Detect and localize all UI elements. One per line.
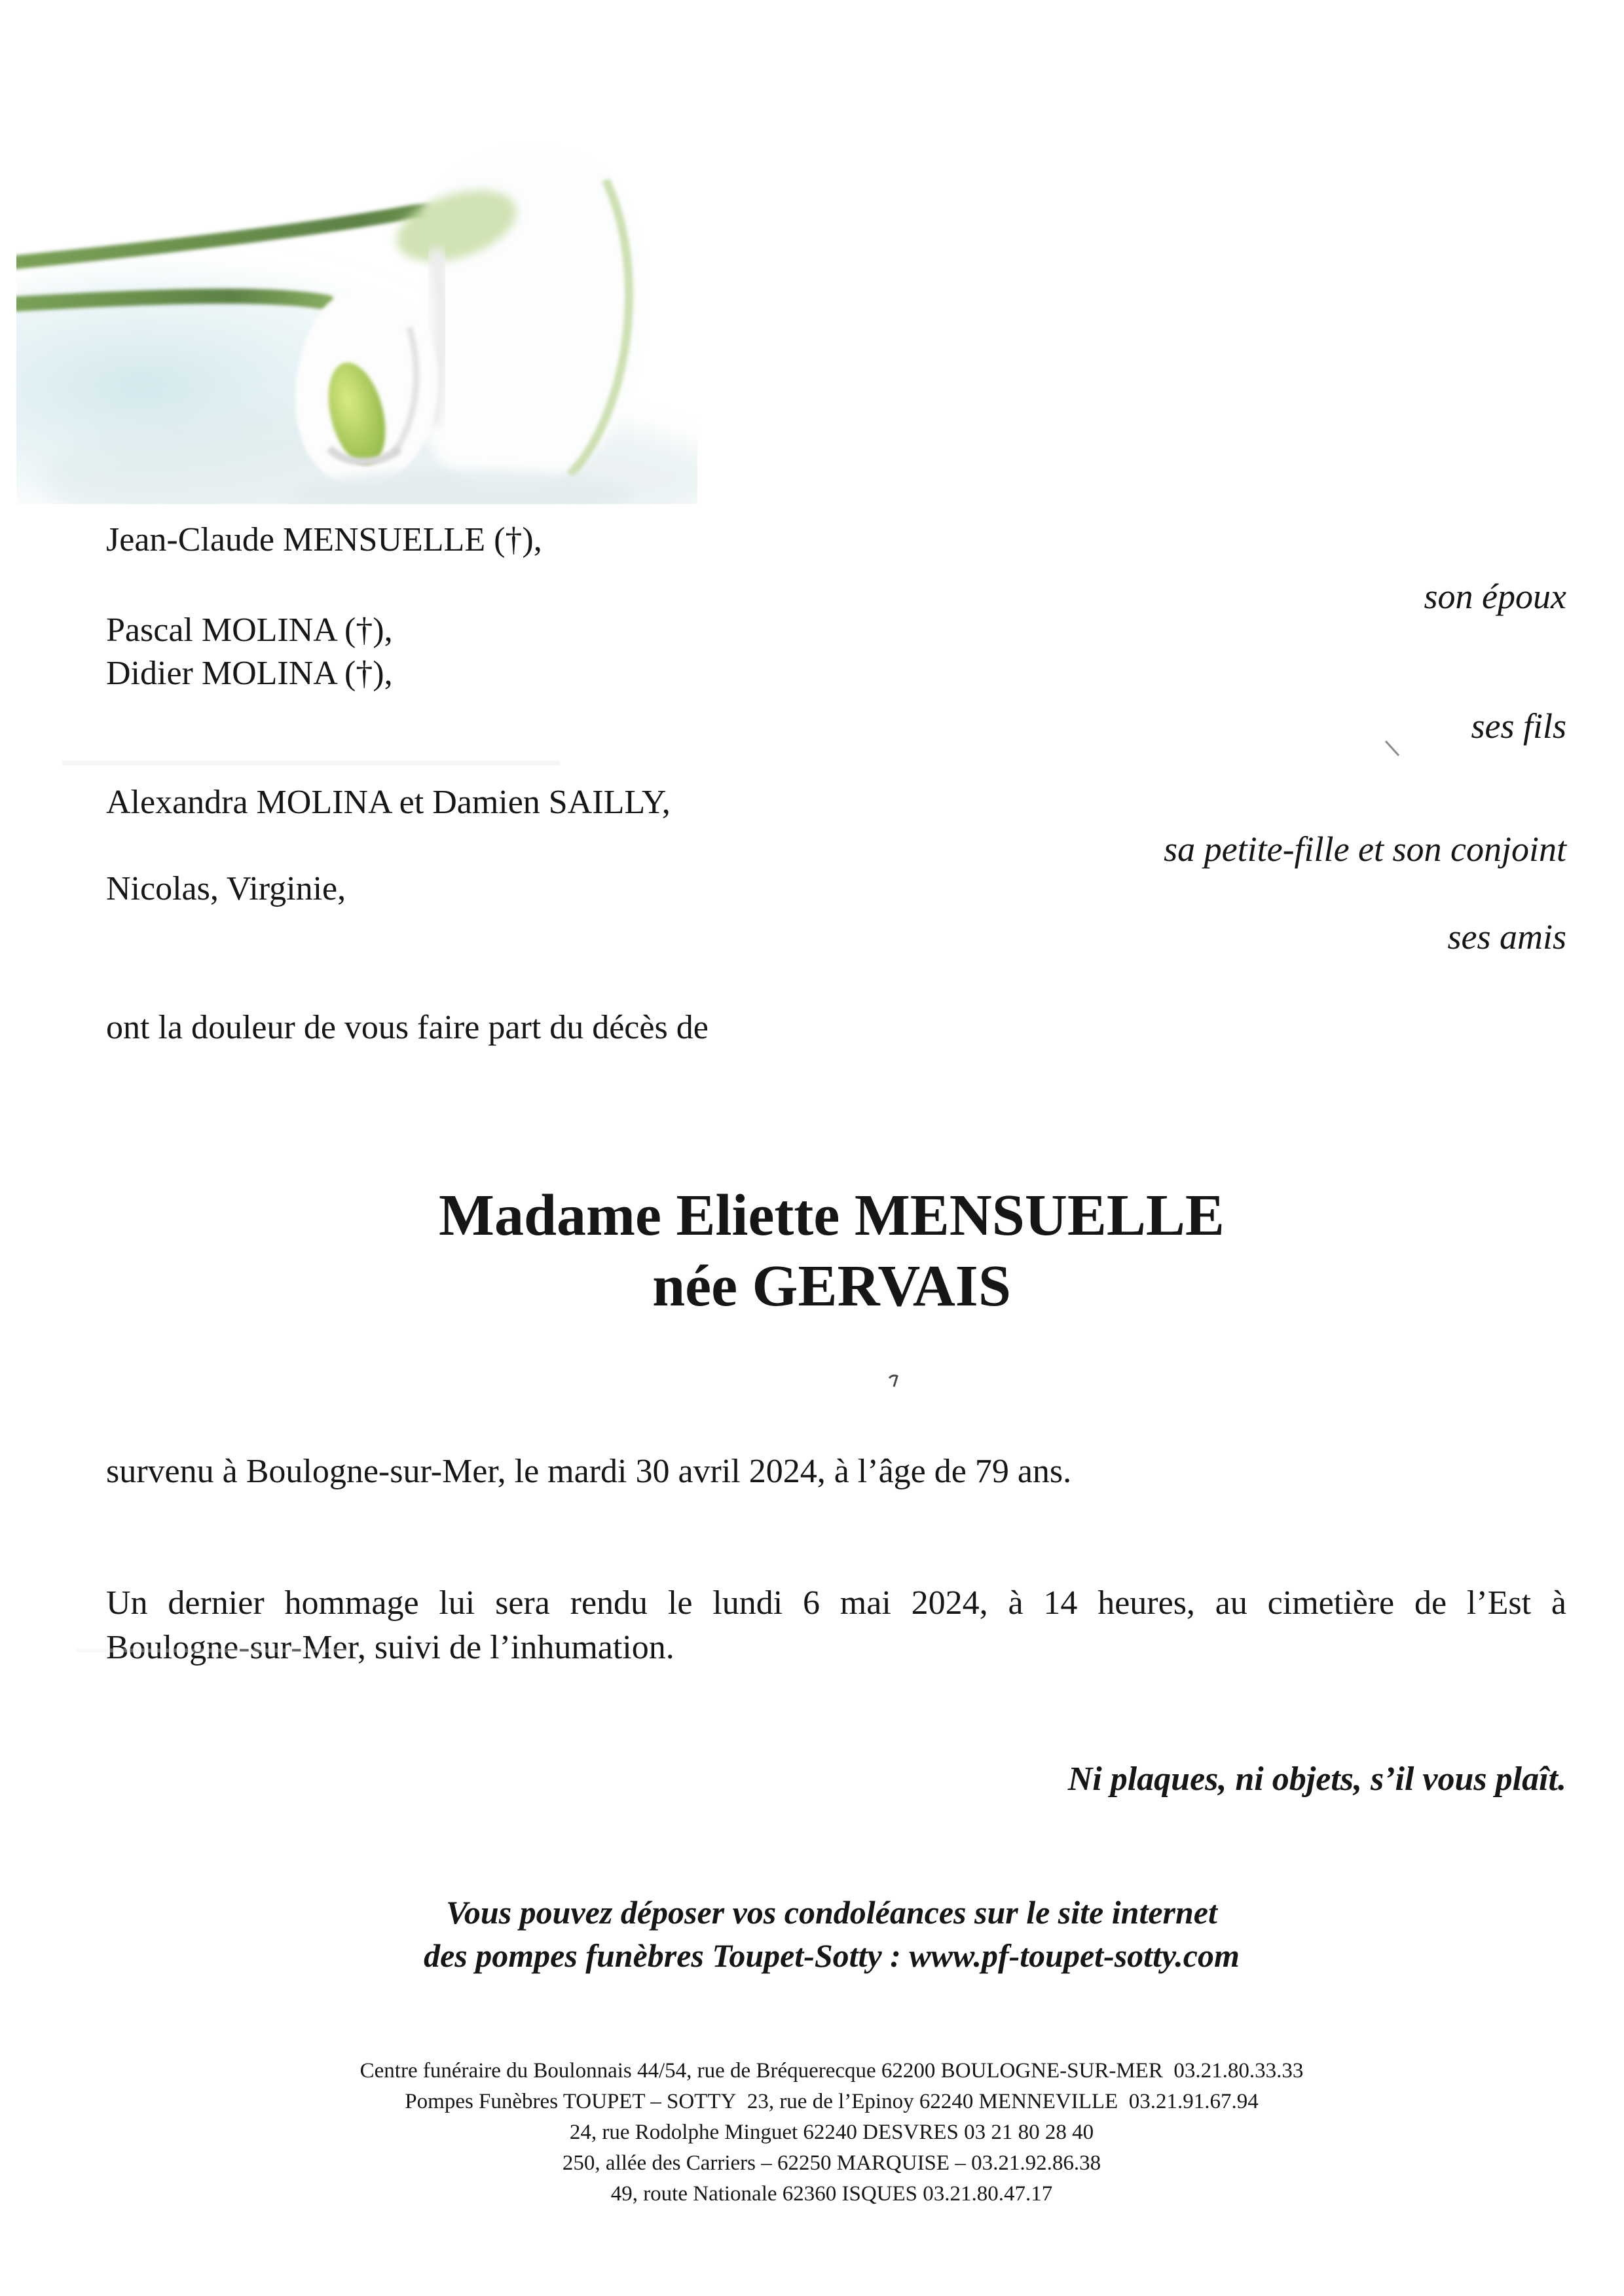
relation-friends-label: ses amis: [1447, 917, 1566, 957]
footer-addresses: [39, 2056, 1624, 2210]
tribute-details-line2: Boulogne-sur-Mer, suivi de l’inhumation.: [106, 1629, 674, 1666]
condolences-note-line1: Vous pouvez déposer vos condoléances sur le site internet: [446, 1894, 1217, 1931]
announcement-intro: ont la douleur de vous faire part du décès de: [106, 1009, 709, 1046]
tribute-details: [106, 1581, 1566, 1670]
no-plaques-request: Ni plaques, ni objets, s’il vous plaît.: [1067, 1760, 1566, 1798]
footer-address-line: 49, route Nationale 62360 ISQUES 03.21.80.47.17: [610, 2182, 1053, 2206]
mourner-granddaughter-name: Alexandra MOLINA et Damien SAILLY,: [106, 784, 671, 821]
footer-address-line: Pompes Funèbres TOUPET – SOTTY 23, rue de l’Epinoy 62240 MENNEVILLE 03.21.91.67.94: [405, 2090, 1259, 2113]
condolences-note-line2: des pompes funèbres Toupet-Sotty : www.pf-toupet-sotty.com: [424, 1937, 1240, 1974]
deceased-maiden-name: née GERVAIS: [652, 1254, 1011, 1319]
tribute-details-line1: Un dernier hommage lui sera rendu le lundi 6 mai 2024, à 14 heures, au cimetière de l’Est à: [106, 1584, 1566, 1622]
relation-sons-label: ses fils: [1471, 706, 1566, 746]
mourner-son1-name: Pascal MOLINA (†),: [106, 611, 393, 649]
scan-artifact-mark: [888, 1374, 900, 1388]
footer-address-line: 24, rue Rodolphe Minguet 62240 DESVRES 03 21 80 28 40: [569, 2121, 1094, 2144]
death-details: survenu à Boulogne-sur-Mer, le mardi 30 avril 2024, à l’âge de 79 ans.: [106, 1453, 1072, 1490]
scan-artifact-streak: [75, 1649, 350, 1652]
calla-lily-photo: [16, 92, 697, 504]
relation-husband-label: son époux: [1424, 577, 1566, 616]
condolences-note: [39, 1891, 1624, 1977]
mourner-husband-name: Jean-Claude MENSUELLE (†),: [106, 521, 542, 558]
deceased-name: Madame Eliette MENSUELLE: [439, 1183, 1225, 1248]
footer-address-line: Centre funéraire du Boulonnais 44/54, rue de Bréquerecque 62200 BOULOGNE-SUR-MER 03.21.80.33.33: [360, 2059, 1304, 2083]
mourner-friends-names: Nicolas, Virginie,: [106, 870, 346, 907]
scan-artifact-streak: [62, 761, 560, 765]
footer-address-line: 250, allée des Carriers – 62250 MARQUISE – 03.21.92.86.38: [562, 2151, 1101, 2175]
mourner-son2-name: Didier MOLINA (†),: [106, 655, 393, 692]
scan-artifact-tick: [1383, 738, 1403, 758]
relation-granddaughter-label: sa petite-fille et son conjoint: [1164, 829, 1566, 869]
